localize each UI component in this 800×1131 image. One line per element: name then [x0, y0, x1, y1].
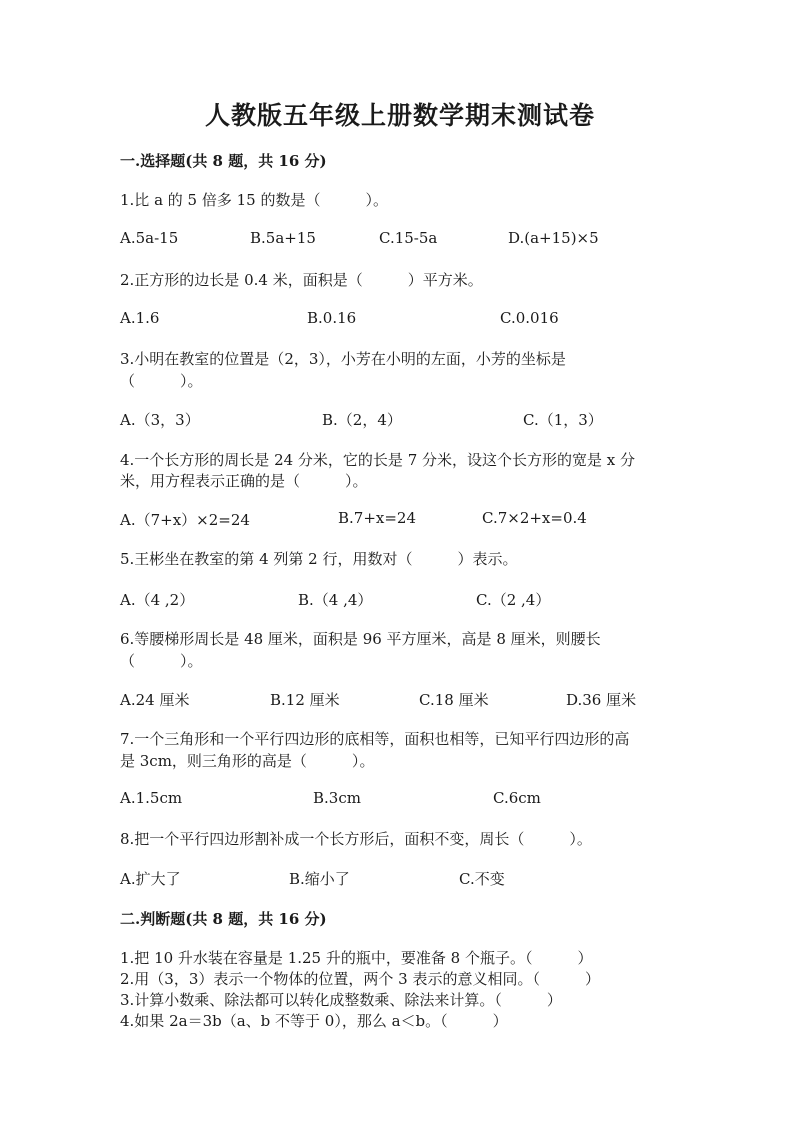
question-4-option-c: C.7×2+x=0.4 [482, 509, 587, 527]
question-3-option-c: C.（1，3） [523, 411, 603, 429]
question-4-option-b: B.7+x=24 [338, 509, 417, 527]
question-8-text: 8.把一个平行四边形割补成一个长方形后，面积不变，周长（ ）。 [120, 830, 592, 848]
question-7-option-c: C.6cm [493, 789, 541, 807]
question-6-option-c: C.18 厘米 [419, 691, 489, 709]
question-3-option-b: B.（2，4） [322, 411, 402, 429]
question-4-text-line-1: 4.一个长方形的周长是 24 分米，它的长是 7 分米，设这个长方形的宽是 x 分 [120, 451, 636, 469]
question-5-option-b: B.（4 ,4） [298, 591, 373, 609]
judgment-question-3: 3.计算小数乘、除法都可以转化成整数乘、除法来计算。（ ） [120, 991, 562, 1009]
question-3-option-a: A.（3，3） [120, 411, 200, 429]
question-5-option-a: A.（4 ,2） [120, 591, 195, 609]
question-3-text-line-1: 3.小明在教室的位置是（2，3），小芳在小明的左面，小芳的坐标是 [120, 350, 566, 368]
question-1-option-b: B.5a+15 [250, 229, 316, 247]
question-2-option-b: B.0.16 [307, 309, 357, 327]
question-5-text: 5.王彬坐在教室的第 4 列第 2 行，用数对（ ）表示。 [120, 550, 518, 568]
question-6-option-b: B.12 厘米 [270, 691, 340, 709]
question-3-text-line-2: （ ）。 [120, 372, 203, 390]
question-5-option-c: C.（2 ,4） [476, 591, 551, 609]
question-1-text: 1.比 a 的 5 倍多 15 的数是（ ）。 [120, 191, 388, 209]
question-4-text-line-2: 米，用方程表示正确的是（ ）。 [120, 472, 368, 490]
question-2-option-a: A.1.6 [120, 309, 160, 327]
section-heading-judgment: 二.判断题(共 8 题，共 16 分) [120, 910, 327, 928]
page-title: 人教版五年级上册数学期末测试卷 [204, 101, 595, 130]
question-1-option-c: C.15-5a [379, 229, 438, 247]
question-2-option-c: C.0.016 [500, 309, 559, 327]
judgment-question-2: 2.用（3，3）表示一个物体的位置，两个 3 表示的意义相同。（ ） [120, 970, 600, 988]
question-1-option-d: D.(a+15)×5 [508, 229, 599, 247]
question-6-option-d: D.36 厘米 [566, 691, 637, 709]
question-7-option-a: A.1.5cm [120, 789, 183, 807]
question-8-option-a: A.扩大了 [120, 870, 181, 888]
question-1-option-a: A.5a-15 [120, 229, 179, 247]
question-7-option-b: B.3cm [313, 789, 361, 807]
question-8-option-b: B.缩小了 [289, 870, 350, 888]
question-7-text-line-1: 7.一个三角形和一个平行四边形的底相等，面积也相等，已知平行四边形的高 [120, 730, 630, 748]
judgment-question-4: 4.如果 2a＝3b（a、b 不等于 0），那么 a＜b。（ ） [120, 1012, 508, 1030]
question-8-option-c: C.不变 [459, 870, 505, 888]
judgment-question-1: 1.把 10 升水装在容量是 1.25 升的瓶中，要准备 8 个瓶子。（ ） [120, 949, 593, 967]
section-heading-choice: 一.选择题(共 8 题，共 16 分) [120, 152, 327, 170]
question-6-option-a: A.24 厘米 [120, 691, 190, 709]
question-4-option-a: A.（7+x）×2=24 [120, 511, 250, 529]
question-6-text-line-2: （ ）。 [120, 652, 203, 670]
question-2-text: 2.正方形的边长是 0.4 米，面积是（ ）平方米。 [120, 271, 483, 289]
question-6-text-line-1: 6.等腰梯形周长是 48 厘米，面积是 96 平方厘米，高是 8 厘米，则腰长 [120, 630, 601, 648]
question-7-text-line-2: 是 3cm，则三角形的高是（ ）。 [120, 752, 375, 770]
